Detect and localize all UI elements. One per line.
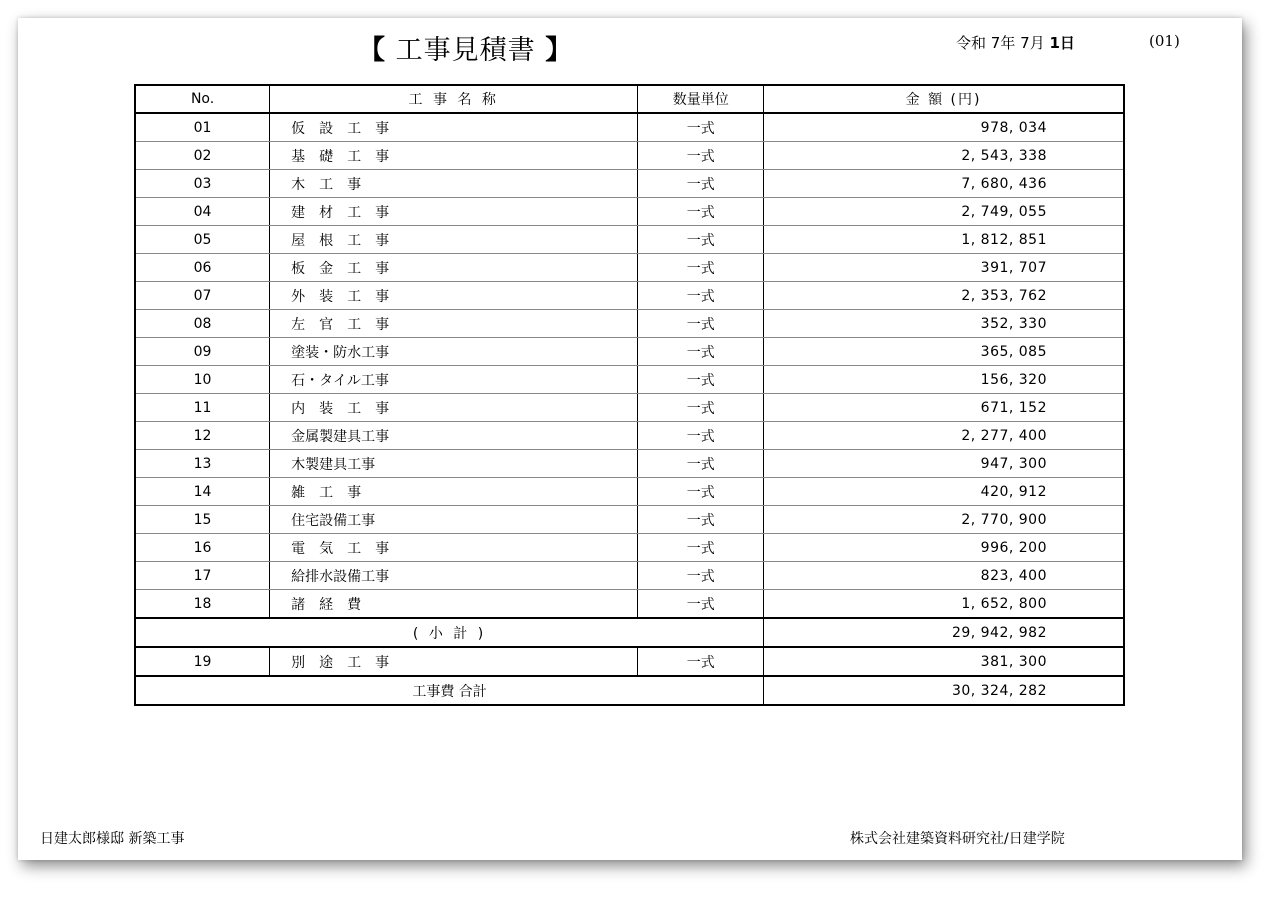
row-amount: 381, 300 xyxy=(764,647,1124,676)
date-day: 1 xyxy=(1049,34,1060,52)
table-row xyxy=(135,170,1124,198)
total-amount: 30, 324, 282 xyxy=(764,676,1124,705)
table-row xyxy=(135,142,1124,170)
row-no: 05 xyxy=(135,226,270,254)
row-no: 12 xyxy=(135,422,270,450)
row-amount: 2, 770, 900 xyxy=(764,506,1124,534)
table-row xyxy=(135,113,1124,142)
table-row xyxy=(135,310,1124,338)
footer-company: 株式会社建築資料研究社/日建学院 xyxy=(850,831,1065,847)
row-no: 11 xyxy=(135,394,270,422)
row-unit: 一式 xyxy=(638,198,764,226)
row-unit: 一式 xyxy=(638,534,764,562)
row-work-name: 住宅設備工事 xyxy=(270,506,638,534)
row-amount: 978, 034 xyxy=(764,113,1124,142)
row-work-name: 電気工事 xyxy=(270,534,638,562)
table-row xyxy=(135,394,1124,422)
table-row xyxy=(135,590,1124,619)
row-work-name: 給排水設備工事 xyxy=(270,562,638,590)
row-no: 08 xyxy=(135,310,270,338)
row-unit: 一式 xyxy=(638,338,764,366)
estimate-page xyxy=(18,18,1242,860)
row-amount: 823, 400 xyxy=(764,562,1124,590)
table-row xyxy=(135,282,1124,310)
row-no: 01 xyxy=(135,113,270,142)
row-work-name: 雑工事 xyxy=(270,478,638,506)
row-no: 19 xyxy=(135,647,270,676)
date-year-unit: 年 xyxy=(1000,34,1016,52)
page-number: (01) xyxy=(1149,32,1180,50)
row-work-name: 板金工事 xyxy=(270,254,638,282)
row-unit: 一式 xyxy=(638,562,764,590)
table-row xyxy=(135,226,1124,254)
row-no: 04 xyxy=(135,198,270,226)
row-amount: 947, 300 xyxy=(764,450,1124,478)
document-title xyxy=(358,28,573,67)
header-amount: 金 額 (円) xyxy=(764,85,1124,113)
issue-date xyxy=(956,32,1075,53)
row-work-name: 外装工事 xyxy=(270,282,638,310)
row-amount: 2, 353, 762 xyxy=(764,282,1124,310)
date-year: 7 xyxy=(990,34,1001,52)
header-name: 工 事 名 称 xyxy=(270,85,638,113)
row-no: 18 xyxy=(135,590,270,619)
row-unit: 一式 xyxy=(638,366,764,394)
table-row xyxy=(135,198,1124,226)
row-amount: 352, 330 xyxy=(764,310,1124,338)
row-unit: 一式 xyxy=(638,310,764,338)
footer-client: 日建太郎様邸 新築工事 xyxy=(40,831,185,847)
table-row xyxy=(135,647,1124,676)
subtotal-row xyxy=(135,618,1124,647)
row-unit: 一式 xyxy=(638,590,764,619)
row-no: 14 xyxy=(135,478,270,506)
row-work-name: 金属製建具工事 xyxy=(270,422,638,450)
row-unit: 一式 xyxy=(638,478,764,506)
row-amount: 365, 085 xyxy=(764,338,1124,366)
table-row xyxy=(135,422,1124,450)
total-row xyxy=(135,676,1124,705)
row-amount: 1, 812, 851 xyxy=(764,226,1124,254)
row-unit: 一式 xyxy=(638,647,764,676)
row-unit: 一式 xyxy=(638,113,764,142)
row-work-name: 別途工事 xyxy=(270,647,638,676)
row-no: 09 xyxy=(135,338,270,366)
table-body xyxy=(135,113,1124,705)
row-no: 07 xyxy=(135,282,270,310)
table-row xyxy=(135,366,1124,394)
row-no: 03 xyxy=(135,170,270,198)
row-unit: 一式 xyxy=(638,450,764,478)
row-work-name: 木工事 xyxy=(270,170,638,198)
row-no: 13 xyxy=(135,450,270,478)
row-no: 15 xyxy=(135,506,270,534)
row-amount: 7, 680, 436 xyxy=(764,170,1124,198)
estimate-table xyxy=(134,84,1125,706)
title-bracket-close: 】 xyxy=(545,35,574,66)
row-work-name: 基礎工事 xyxy=(270,142,638,170)
row-work-name: 石・タイル工事 xyxy=(270,366,638,394)
table-row xyxy=(135,254,1124,282)
row-unit: 一式 xyxy=(638,506,764,534)
row-work-name: 内装工事 xyxy=(270,394,638,422)
table-row xyxy=(135,562,1124,590)
row-work-name: 仮設工事 xyxy=(270,113,638,142)
table-row xyxy=(135,450,1124,478)
row-work-name: 木製建具工事 xyxy=(270,450,638,478)
row-unit: 一式 xyxy=(638,170,764,198)
table-header-row xyxy=(135,85,1124,113)
row-amount: 2, 543, 338 xyxy=(764,142,1124,170)
row-work-name: 屋根工事 xyxy=(270,226,638,254)
row-amount: 1, 652, 800 xyxy=(764,590,1124,619)
subtotal-amount: 29, 942, 982 xyxy=(764,618,1124,647)
date-era: 令和 xyxy=(956,34,987,52)
row-amount: 2, 277, 400 xyxy=(764,422,1124,450)
header-unit: 数量単位 xyxy=(638,85,764,113)
date-month-unit: 月 xyxy=(1029,34,1045,52)
row-unit: 一式 xyxy=(638,394,764,422)
row-work-name: 塗装・防水工事 xyxy=(270,338,638,366)
row-no: 10 xyxy=(135,366,270,394)
row-unit: 一式 xyxy=(638,142,764,170)
row-unit: 一式 xyxy=(638,254,764,282)
row-no: 06 xyxy=(135,254,270,282)
header-no: No. xyxy=(135,85,270,113)
table-row xyxy=(135,338,1124,366)
title-text: 工事見積書 xyxy=(395,35,536,66)
row-amount: 996, 200 xyxy=(764,534,1124,562)
row-amount: 2, 749, 055 xyxy=(764,198,1124,226)
row-amount: 156, 320 xyxy=(764,366,1124,394)
table-row xyxy=(135,534,1124,562)
title-bracket-open: 【 xyxy=(358,35,386,66)
row-unit: 一式 xyxy=(638,422,764,450)
row-work-name: 左官工事 xyxy=(270,310,638,338)
row-work-name: 建材工事 xyxy=(270,198,638,226)
row-no: 02 xyxy=(135,142,270,170)
date-month: 7 xyxy=(1020,34,1030,52)
row-work-name: 諸経費 xyxy=(270,590,638,619)
row-amount: 391, 707 xyxy=(764,254,1124,282)
total-label: 工事費 合計 xyxy=(135,676,764,705)
subtotal-label: ( 小 計 ) xyxy=(135,618,764,647)
row-unit: 一式 xyxy=(638,282,764,310)
table-row xyxy=(135,506,1124,534)
row-unit: 一式 xyxy=(638,226,764,254)
row-no: 17 xyxy=(135,562,270,590)
date-day-unit: 日 xyxy=(1059,34,1075,52)
row-amount: 671, 152 xyxy=(764,394,1124,422)
row-no: 16 xyxy=(135,534,270,562)
row-amount: 420, 912 xyxy=(764,478,1124,506)
table-row xyxy=(135,478,1124,506)
